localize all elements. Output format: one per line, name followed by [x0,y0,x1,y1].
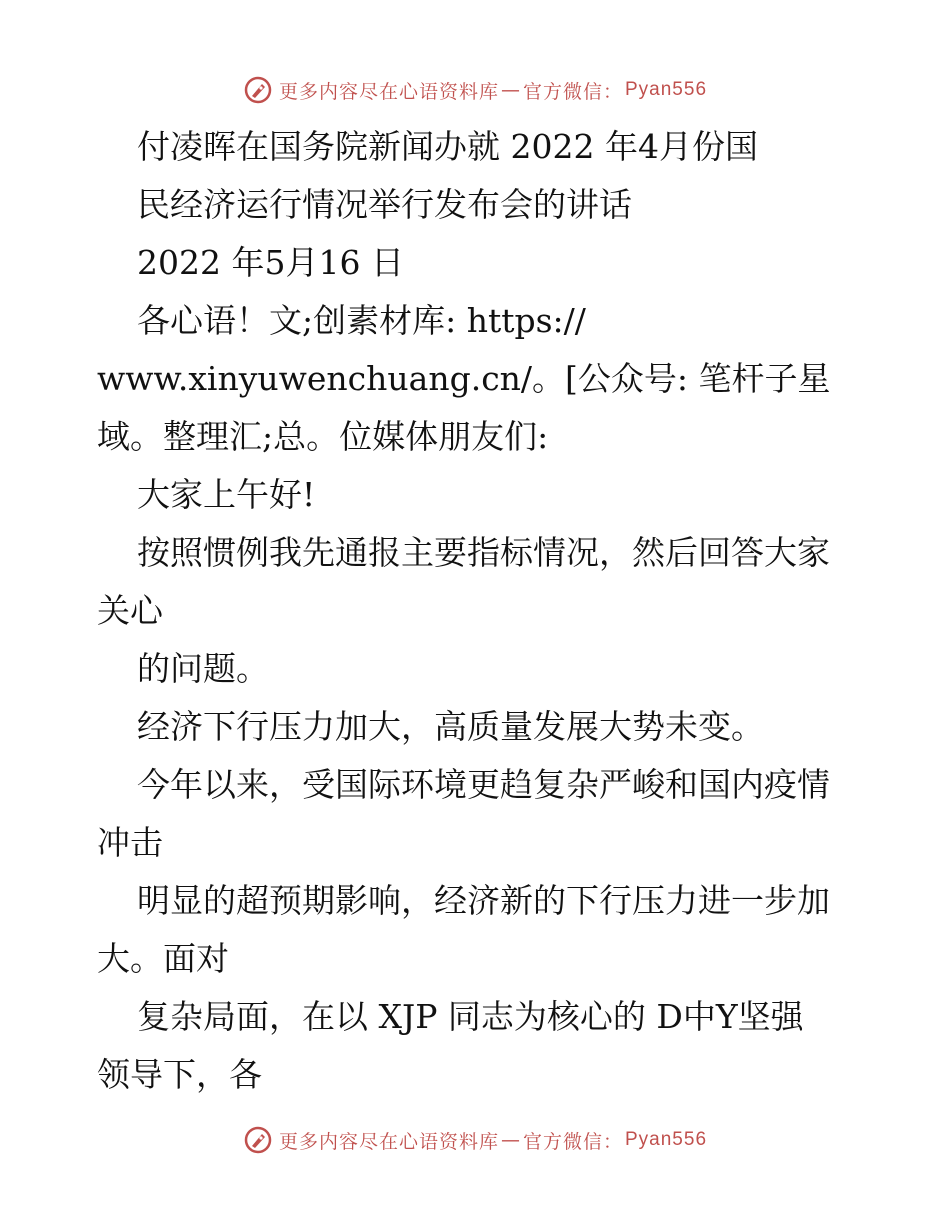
footer-banner [0,1120,950,1160]
doc-line: 复杂局面，在以 XJP 同志为核心的 D中Y坚强 [137,997,804,1036]
doc-line: 大。面对 [97,939,229,978]
doc-line: 2022 年5月16 日 [137,243,404,282]
banner-separator: — [500,79,521,101]
banner-wechat-id: Pyan556 [625,79,708,100]
banner-wechat-label: 官方微信： [522,80,623,103]
banner-wechat-id: Pyan556 [625,1129,708,1150]
doc-line: 关心 [97,591,163,630]
pen-nib-logo-icon [243,75,273,105]
doc-line: 明显的超预期影响，经济新的下行压力进一步加 [137,881,830,920]
doc-line: 冲击 [97,823,163,862]
doc-line: 领导下，各 [97,1055,262,1094]
doc-line: 民经济运行情况举行发布会的讲话 [137,185,632,224]
doc-line: www.xinyuwenchuang.cn/。[公众号: 笔杆子星 [97,359,831,398]
document-body [97,118,857,1104]
pen-nib-logo-icon [243,1125,273,1155]
header-banner [0,70,950,110]
doc-line: 经济下行压力加大，高质量发展大势未变。 [137,707,764,746]
doc-line: 今年以来，受国际环境更趋复杂严峻和国内疫情 [137,765,830,804]
banner-separator: — [500,1129,521,1151]
doc-line: 域。整理汇;总。位媒体朋友们: [97,417,549,456]
banner-text: 更多内容尽在心语资料库 [278,1130,499,1153]
doc-line: 的问题。 [137,649,269,688]
doc-line: 大家上午好! [137,475,316,514]
banner-wechat-label: 官方微信： [522,1130,623,1153]
doc-line: 按照惯例我先通报主要指标情况，然后回答大家 [137,533,830,572]
doc-line: 各心语！文;创素材库: https:// [137,301,586,340]
banner-text: 更多内容尽在心语资料库 [278,80,499,103]
doc-line: 付凌晖在国务院新闻办就 2022 年4月份国 [137,127,758,166]
